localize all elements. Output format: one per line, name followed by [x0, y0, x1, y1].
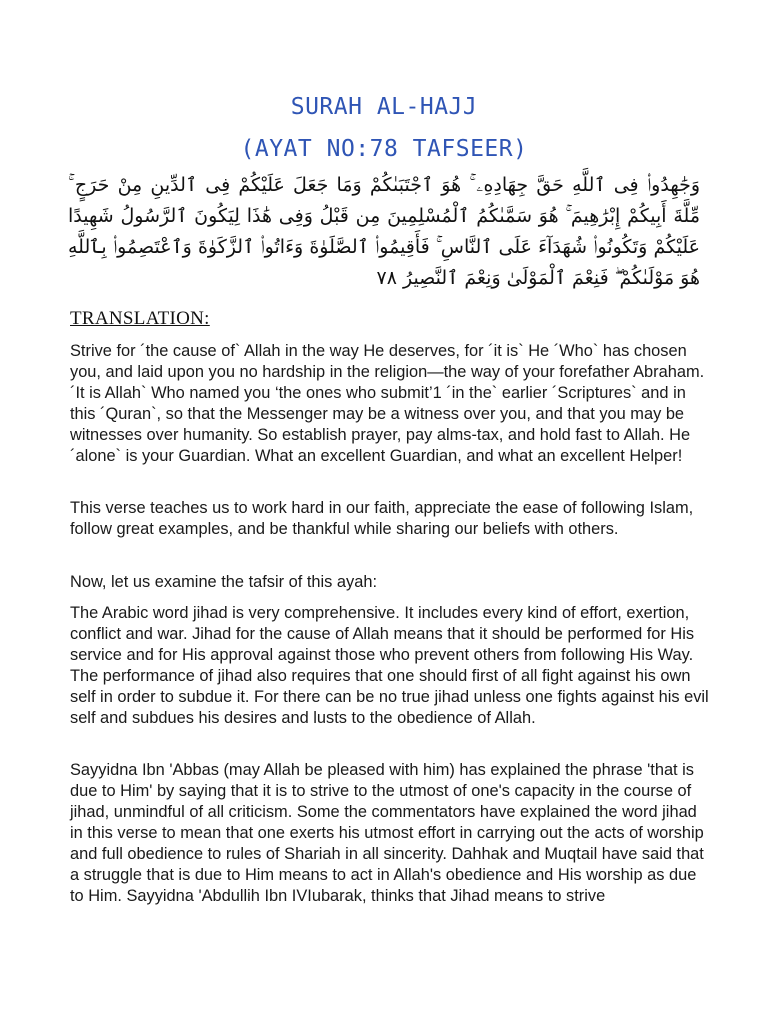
jihad-paragraph: The Arabic word jihad is very comprehensive. It includes every kind of effort, exertion, conflict and war. Jihad for the cause of Allah means that it should be performed for His service and for His approval against those who prevent others from following His Way. The performance of jihad also requires that one should first of all fight against his own self in order to subdue it. For there can be no true jihad unless one fights against his evil self and subdues his desires and lusts to the obedience of Allah.	[70, 604, 709, 727]
arabic-verse: وَجَٰهِدُوا۟ فِى ٱللَّهِ حَقَّ جِهَادِهِۦ ۚ هُوَ ٱجْتَبَىٰكُمْ وَمَا جَعَلَ عَلَيْكُمْ فِى ٱلدِّينِ مِنْ حَرَجٍ ۚ مِّلَّةَ أَبِيكُمْ إِبْرَٰهِيمَ ۚ هُوَ سَمَّىٰكُمُ ٱلْمُسْلِمِينَ مِن قَبْلُ وَفِى هَٰذَا لِيَكُونَ ٱلرَّسُولُ شَهِيدًا عَلَيْكُمْ وَتَكُونُوا۟ شُهَدَآءَ عَلَى ٱلنَّاسِ ۚ فَأَقِيمُوا۟ ٱلصَّلَوٰةَ وَءَاتُوا۟ ٱلزَّكَوٰةَ وَٱعْتَصِمُوا۟ بِٱللَّهِ هُوَ مَوْلَىٰكُمْ ۖ فَنِعْمَ ٱلْمَوْلَىٰ وَنِعْمَ ٱلنَّصِيرُ ٧٨	[68, 174, 700, 289]
abbas-paragraph: Sayyidna Ibn 'Abbas (may Allah be pleased with him) has explained the phrase 'that is due to Him' by saying that it is to strive to the utmost of one's capacity in the course of jihad, unmindful of all criticism. Some the commentators have explained the word jihad in this verse to mean that one exerts his utmost effort in carrying out the acts of worship and full obedience to rules of Shariah in all sincerity. Dahhak and Muqtail have said that a struggle that is due to Him means to act in Allah's obedience and His worship as due to Him. Sayyidna 'Abdullih Ibn IVIubarak, thinks that Jihad means to strive	[70, 761, 704, 905]
summary-paragraph: This verse teaches us to work hard in our faith, appreciate the ease of following Islam, follow great examples, and be thankful while sharing our beliefs with others.	[70, 499, 694, 538]
intro-paragraph: Now, let us examine the tafsir of this ayah:	[70, 573, 378, 591]
translation-paragraph: Strive for ´the cause of` Allah in the way He deserves, for ´it is` He ´Who` has chosen you, and laid upon you no hardship in the religion—the way of your forefather Abraham. ´It is Allah` Who named you ‘the ones who submit’1 ´in the` earlier ´Scriptures` and in this ´Quran`, so that the Messenger may be a witness over you, and that you may be witnesses over humanity. So establish prayer, pay alms-tax, and hold fast to Allah. He ´alone` is your Guardian. What an excellent Guardian, and what an excellent Helper!	[70, 342, 705, 465]
translation-heading: TRANSLATION:	[70, 308, 210, 329]
document-subtitle: (AYAT NO:78 TAFSEER)	[240, 136, 528, 162]
document-title: SURAH AL-HAJJ	[290, 94, 478, 120]
